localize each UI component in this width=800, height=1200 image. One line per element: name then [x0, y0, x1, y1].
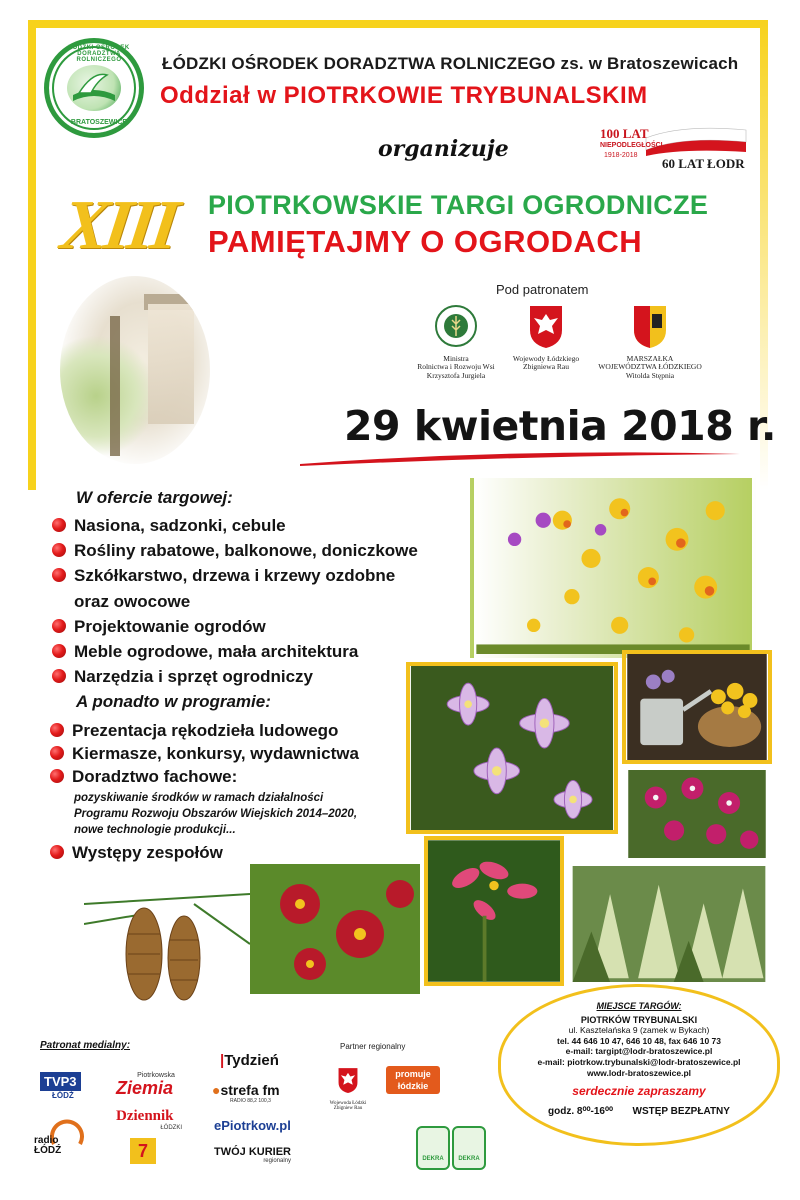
bullet-icon [52, 619, 66, 633]
anniversary-badge [600, 124, 760, 184]
bullet-icon [52, 669, 66, 683]
epiotrkow-logo: ePiotrkow.pl [214, 1118, 291, 1133]
pine-cones-photo [84, 884, 250, 1016]
seven-days-logo: 7 [130, 1138, 156, 1164]
venue-email-1[interactable]: e-mail: targipt@lodr-bratoszewice.pl [565, 1046, 713, 1057]
organization-name: ŁÓDZKI OŚRODEK DORADZTWA ROLNICZEGO zs. w Bratoszewicach [162, 54, 739, 73]
anniversary-independence: NIEPODLEGŁOŚCI [600, 142, 663, 149]
date-underline-swoosh [300, 450, 740, 468]
media-patron-label: Patronat medialny: [40, 1040, 131, 1051]
list-item: Rośliny rabatowe, balkonowe, doniczkowe [52, 540, 418, 562]
venue-heading: MIEJSCE TARGÓW: [596, 1001, 682, 1011]
anniversary-60: 60 LAT ŁODR [662, 156, 745, 171]
frame-top-border [28, 20, 768, 28]
eagle-emblem-icon [335, 1064, 361, 1096]
bullet-icon [52, 568, 66, 582]
voivodeship-coat-of-arms-icon [628, 304, 672, 348]
twoj-kurier-logo: TWÓJ KURIER regionalny [214, 1146, 291, 1164]
venue-city: PIOTRKÓW TRYBUNALSKI [580, 1015, 698, 1025]
polish-flag-icon [642, 124, 750, 156]
organization-branch: Oddział w PIOTRKOWIE TRYBUNALSKIM [160, 82, 648, 109]
ministry-emblem-icon [434, 304, 478, 348]
logo-text-bottom: BRATOSZEWICE [70, 119, 128, 126]
edition-number: XIII [56, 187, 180, 264]
book-leaf-icon [67, 65, 121, 111]
partner-label: Partner regionalny [340, 1042, 406, 1051]
clematis-photo [406, 662, 618, 834]
patron-voivode: Wojewody Łódzkiego Zbigniewa Rau [486, 304, 606, 372]
event-date: 29 kwietnia 2018 r. [344, 402, 776, 450]
venue-hours: godz. 8⁰⁰-16⁰⁰ [548, 1106, 613, 1118]
list-item: Prezentacja rękodzieła ludowego [50, 720, 338, 742]
event-subtitle: PAMIĘTAJMY O OGRODACH [208, 224, 643, 259]
partner-voivode: Wojewoda Łódzki Zbigniew Rau [318, 1064, 378, 1111]
anniversary-years: 1918-2018 [604, 152, 638, 159]
radio-lodz-logo: radio ŁÓDŹ [34, 1116, 94, 1160]
frangipani-photo [424, 836, 564, 986]
list-item: Szkółkarstwo, drzewa i krzewy ozdobne [52, 565, 395, 587]
calibrachoa-photo [250, 864, 420, 994]
tulips-photo [470, 478, 756, 658]
anniversary-100: 100 LAT [600, 126, 649, 141]
frame-left-border [28, 20, 36, 490]
bullet-icon [50, 746, 64, 760]
dziennik-logo: Dziennik ŁÓDZKI [116, 1108, 182, 1131]
invite-text: serdecznie zapraszamy [572, 1084, 706, 1099]
list-item: Występy zespołów [50, 842, 223, 864]
castle-photo [60, 276, 210, 464]
logo-text-top: ŁÓDZKI OŚRODEK DORADZTWA ROLNICZEGO [68, 45, 130, 63]
dekra-cert-1: DEKRA [416, 1126, 450, 1170]
list-item-continuation: oraz owocowe [74, 592, 191, 611]
advice-detail: pozyskiwanie środków w ramach działalności Programu Rozwoju Obszarów Wiejskich 2014–2020, nowe technologie produkcji... [74, 792, 358, 837]
bullet-icon [50, 845, 64, 859]
eagle-emblem-icon [524, 304, 568, 348]
list-item: Projektowanie ogrodów [52, 616, 266, 638]
venue-address: ul. Kasztelańska 9 (zamek w Bykach) [568, 1025, 710, 1035]
venue-website[interactable]: www.lodr-bratoszewice.pl [586, 1067, 692, 1078]
list-item: Kiermasze, konkursy, wydawnictwa [50, 743, 359, 765]
bullet-icon [52, 543, 66, 557]
ziemia-logo: Piotrkowska Ziemia [116, 1072, 175, 1098]
tydzien-logo: |Tydzień [220, 1052, 279, 1069]
event-title: PIOTRKOWSKIE TARGI OGRODNICZE [208, 190, 709, 220]
conifers-photo [566, 862, 772, 986]
list-item: Narzędzia i sprzęt ogrodniczy [52, 666, 313, 688]
dekra-cert-2: DEKRA [452, 1126, 486, 1170]
patron-minister: Ministra Rolnictwa i Rozwoju Wsi Krzysztofa Jurgiela [396, 304, 516, 381]
venue-email-2[interactable]: e-mail: piotrkow.trybunalski@lodr-bratoszewice.pl [537, 1056, 741, 1067]
venue-info [498, 984, 780, 1146]
list-item: Meble ogrodowe, mała architektura [52, 641, 358, 663]
tvp3-logo: TVP3 ŁÓDŹ [40, 1072, 100, 1102]
bullet-icon [50, 769, 64, 783]
list-item: Nasiona, sadzonki, cebule [52, 515, 286, 537]
promuje-lodzkie-logo: promuje łódzkie [386, 1066, 440, 1094]
program-heading: A ponadto w programie: [76, 692, 271, 711]
venue-hours-row [501, 1106, 777, 1117]
bullet-icon [52, 644, 66, 658]
petunia-photo [622, 766, 772, 862]
venue-phone: tel. 44 646 10 47, 646 10 48, fax 646 10 73 [557, 1035, 721, 1046]
venue-entry: WSTĘP BEZPŁATNY [632, 1106, 730, 1118]
bullet-icon [50, 723, 64, 737]
strefa-fm-logo: ●strefa fm RADIO 88,2 100,3 [212, 1082, 280, 1104]
watering-can-photo [622, 650, 772, 764]
offer-heading: W ofercie targowej: [76, 488, 233, 507]
bullet-icon [52, 518, 66, 532]
list-item: Doradztwo fachowe: [50, 766, 237, 788]
organizes-text: organizuje [378, 136, 509, 162]
lodr-logo [44, 38, 144, 138]
patronage-label: Pod patronatem [496, 282, 589, 297]
patron-marshal: MARSZAŁKA WOJEWÓDZTWA ŁÓDZKIEGO Witolda Stępnia [590, 304, 710, 381]
